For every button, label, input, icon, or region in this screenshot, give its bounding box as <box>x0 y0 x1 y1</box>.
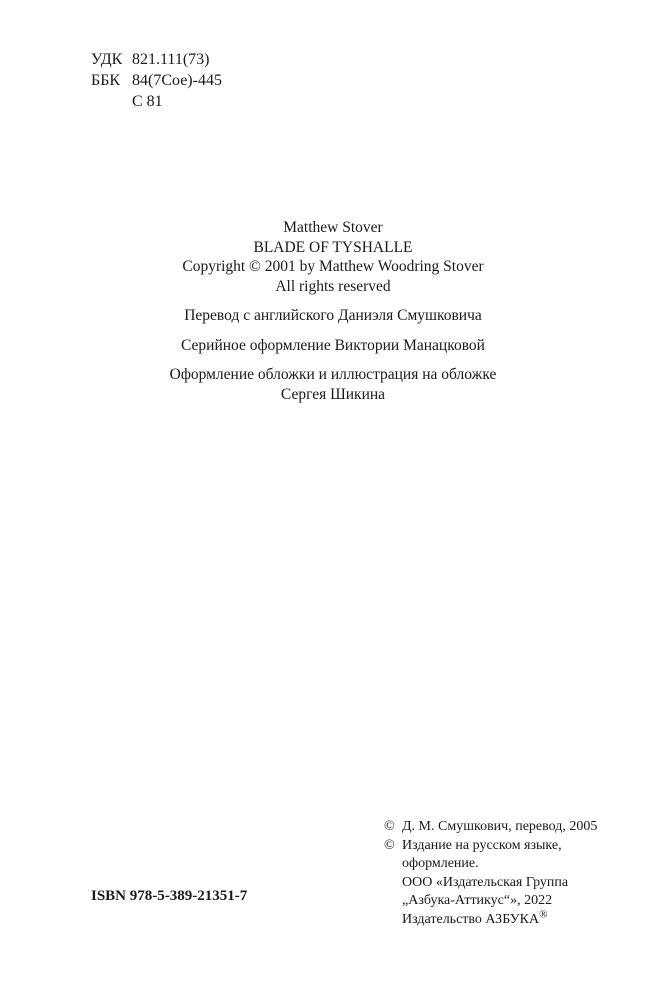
publisher-name <box>402 907 548 930</box>
publisher-group-year: „Азбука-Аттикус“», 2022 <box>402 893 553 908</box>
udk-row <box>91 49 222 70</box>
udk-value: 821.111(73) <box>132 51 210 68</box>
edition-copyright-cont: оформление. <box>402 856 479 871</box>
author-mark: С 81 <box>132 93 163 110</box>
copyright-row <box>384 874 597 893</box>
translation-credit: Перевод с английского Даниэля Смушковича <box>184 307 482 324</box>
original-copyright: Copyright © 2001 by Matthew Woodring Stover <box>182 258 484 275</box>
cover-credit-line1: Оформление обложки и иллюстрация на обложке <box>169 366 497 383</box>
translation-credit-group <box>91 306 575 326</box>
copyright-notice <box>384 818 597 929</box>
credits-block <box>91 218 575 404</box>
translation-copyright: Д. М. Смушкович, перевод, 2005 <box>402 819 598 834</box>
edition-copyright: Издание на русском языке, <box>402 837 562 853</box>
series-design-credit: Серийное оформление Виктории Манацковой <box>181 336 485 354</box>
copyright-sign: © <box>384 837 395 853</box>
udk-label: УДК <box>91 51 123 68</box>
copyright-row <box>384 892 597 911</box>
cover-credit-group <box>91 365 575 404</box>
copyright-row <box>384 855 597 874</box>
copyright-row <box>384 907 597 930</box>
publisher-group: ООО «Издательская Группа <box>402 874 569 890</box>
library-classification <box>91 49 222 112</box>
cover-credit-line2: Сергея Шикина <box>280 385 386 403</box>
copyright-row <box>384 837 597 856</box>
author-mark-row <box>91 91 222 112</box>
bbk-label: ББК <box>91 72 121 89</box>
bbk-value: 84(7Сое)-445 <box>132 72 222 89</box>
rights-reserved: All rights reserved <box>275 277 391 295</box>
registered-trademark-mark: ® <box>539 907 548 920</box>
author-name: Matthew Stover <box>283 219 383 236</box>
original-title: BLADE OF TYSHALLE <box>253 238 413 256</box>
copyright-row <box>384 818 597 837</box>
copyright-sign: © <box>384 819 395 834</box>
bbk-row <box>91 70 222 91</box>
publisher-name-text: Издательство АЗБУКА <box>402 911 540 927</box>
series-design-credit-group <box>91 336 575 356</box>
isbn-number: ISBN 978-5-389-21351-7 <box>91 888 248 904</box>
